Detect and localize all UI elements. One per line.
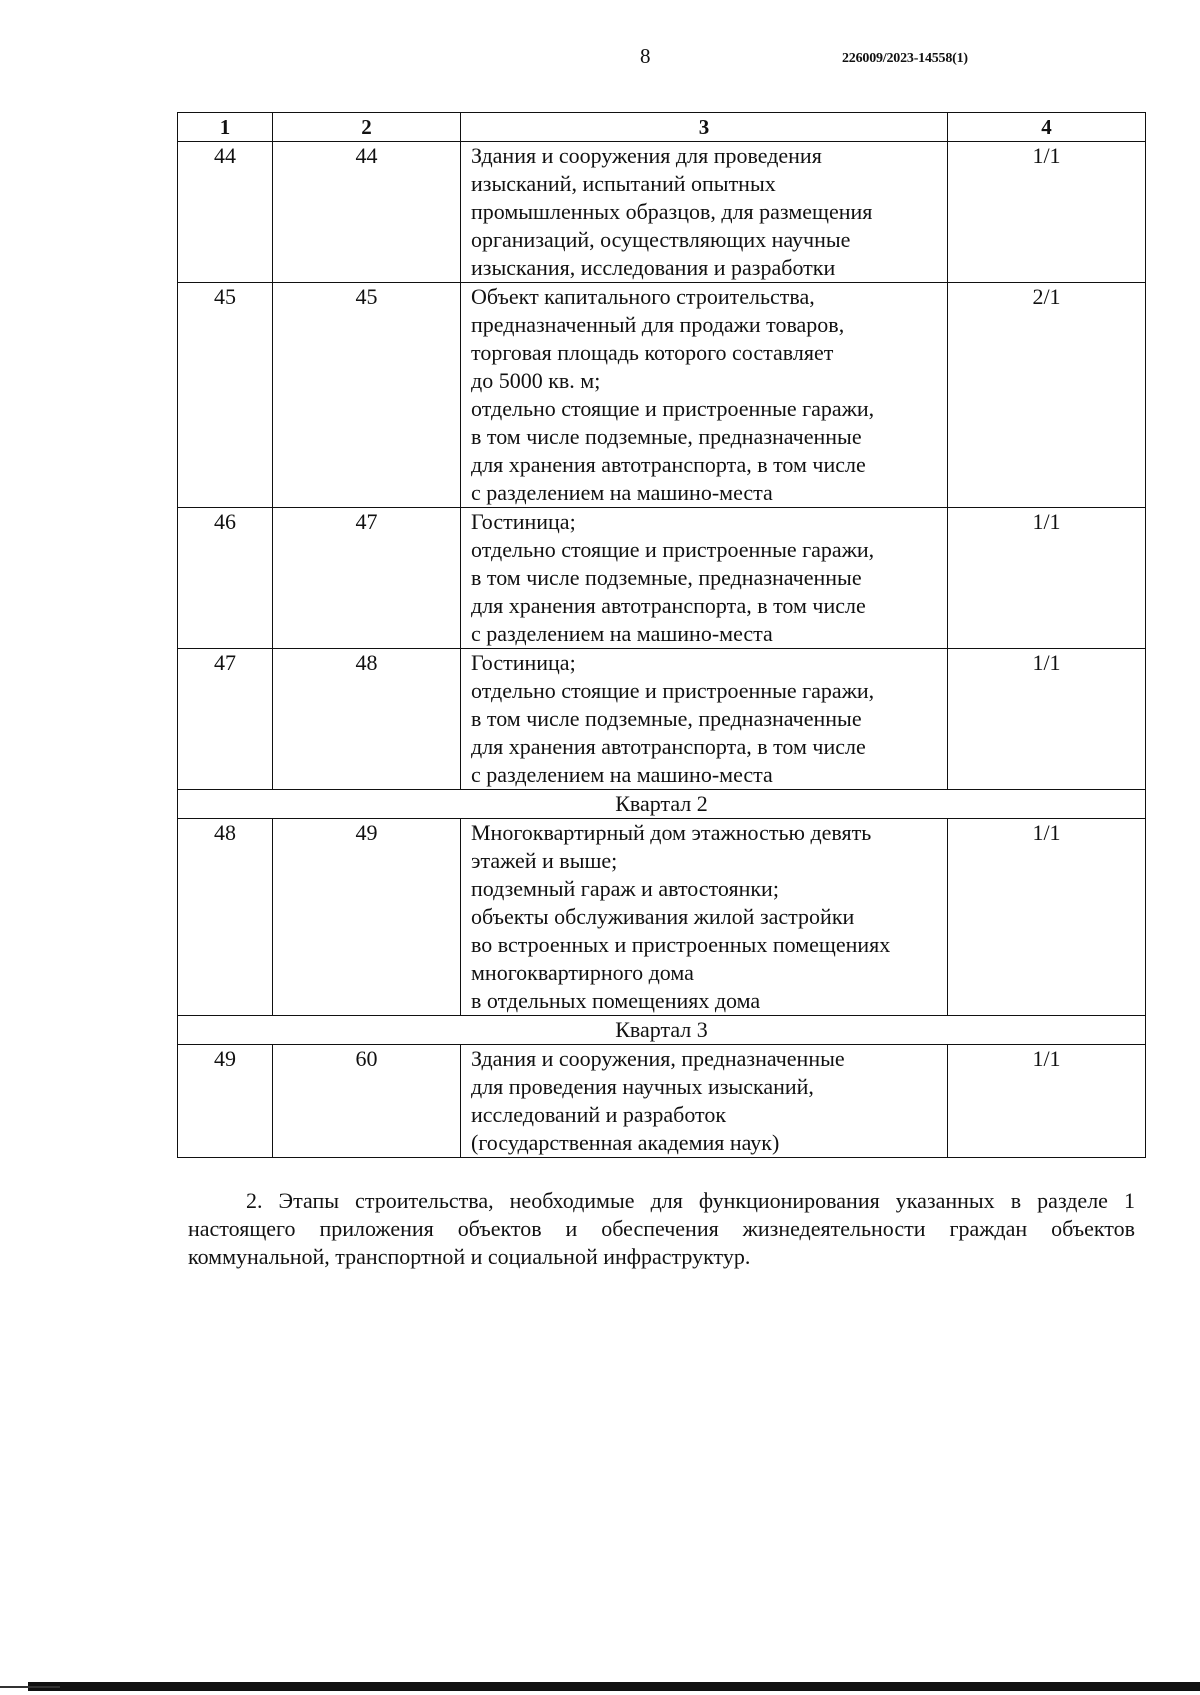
table-row — [178, 283, 1146, 508]
description-line: в том числе подземные, предназначенные — [471, 424, 862, 449]
description-line: организаций, осуществляющих научные — [471, 227, 851, 252]
description-line: исследований и разработок — [471, 1102, 727, 1127]
description-line: в том числе подземные, предназначенные — [471, 565, 862, 590]
row-number-cell: 45 — [178, 283, 273, 508]
table-row — [178, 649, 1146, 790]
section-row — [178, 1016, 1146, 1045]
description-line: для хранения автотранспорта, в том числе — [471, 734, 866, 759]
description-line: в том числе подземные, предназначенные — [471, 706, 862, 731]
table-header-row — [178, 113, 1146, 142]
description-line: для хранения автотранспорта, в том числе — [471, 452, 866, 477]
description-cell — [461, 1045, 948, 1158]
description-line: Здания и сооружения для проведения — [471, 143, 822, 168]
description-line: отдельно стоящие и пристроенные гаражи, — [471, 678, 875, 703]
description-line: (государственная академия наук) — [471, 1130, 780, 1155]
row-number-cell: 48 — [178, 819, 273, 1016]
description-cell — [461, 142, 948, 283]
description-line: с разделением на машино-места — [471, 480, 773, 505]
row-number-cell: 44 — [178, 142, 273, 283]
row-number-cell: 46 — [178, 508, 273, 649]
column-header: 3 — [461, 113, 948, 142]
description-line: с разделением на машино-места — [471, 762, 773, 787]
description-line: для хранения автотранспорта, в том числе — [471, 593, 866, 618]
stage-cell: 1/1 — [948, 1045, 1146, 1158]
description-line: объекты обслуживания жилой застройки — [471, 904, 855, 929]
description-line: изыскания, исследования и разработки — [471, 255, 836, 280]
description-line: до 5000 кв. м; — [471, 368, 601, 393]
description-line: Здания и сооружения, предназначенные — [471, 1046, 845, 1071]
stage-cell: 1/1 — [948, 649, 1146, 790]
stage-cell: 2/1 — [948, 283, 1146, 508]
description-line: подземный гараж и автостоянки; — [471, 876, 779, 901]
page-number: 8 — [640, 44, 651, 68]
description-line: для проведения научных изысканий, — [471, 1074, 814, 1099]
scan-edge-bar — [28, 1682, 1200, 1691]
description-line: Гостиница; — [471, 650, 576, 675]
description-cell — [461, 508, 948, 649]
stage-cell: 1/1 — [948, 819, 1146, 1016]
row-number-cell: 47 — [178, 649, 273, 790]
column-header: 4 — [948, 113, 1146, 142]
table-row — [178, 508, 1146, 649]
section-label: Квартал 2 — [178, 790, 1146, 819]
description-line: с разделением на машино-места — [471, 621, 773, 646]
objects-table — [177, 112, 1146, 1158]
stage-cell: 1/1 — [948, 508, 1146, 649]
description-line: торговая площадь которого составляет — [471, 340, 834, 365]
description-line: Объект капитального строительства, — [471, 284, 815, 309]
table-row — [178, 1045, 1146, 1158]
plot-number-cell: 49 — [273, 819, 461, 1016]
plot-number-cell: 60 — [273, 1045, 461, 1158]
description-line: во встроенных и пристроенных помещениях — [471, 932, 891, 957]
description-line: в отдельных помещениях дома — [471, 988, 761, 1013]
plot-number-cell: 45 — [273, 283, 461, 508]
scan-edge-mark — [0, 1686, 60, 1688]
plot-number-cell: 47 — [273, 508, 461, 649]
description-line: отдельно стоящие и пристроенные гаражи, — [471, 396, 875, 421]
plot-number-cell: 48 — [273, 649, 461, 790]
objects-table-container — [177, 112, 1145, 1158]
table-row — [178, 819, 1146, 1016]
table-row — [178, 142, 1146, 283]
description-line: изысканий, испытаний опытных — [471, 171, 776, 196]
description-line: этажей и выше; — [471, 848, 618, 873]
description-cell — [461, 819, 948, 1016]
description-line: предназначенный для продажи товаров, — [471, 312, 845, 337]
description-cell — [461, 649, 948, 790]
description-cell — [461, 283, 948, 508]
description-line: многоквартирного дома — [471, 960, 694, 985]
description-line: Гостиница; — [471, 509, 576, 534]
column-header: 2 — [273, 113, 461, 142]
stage-cell: 1/1 — [948, 142, 1146, 283]
description-line: промышленных образцов, для размещения — [471, 199, 873, 224]
plot-number-cell: 44 — [273, 142, 461, 283]
description-line: отдельно стоящие и пристроенные гаражи, — [471, 537, 875, 562]
row-number-cell: 49 — [178, 1045, 273, 1158]
table-body — [178, 142, 1146, 1158]
column-header: 1 — [178, 113, 273, 142]
section-label: Квартал 3 — [178, 1016, 1146, 1045]
description-line: Многоквартирный дом этажностью девять — [471, 820, 872, 845]
document-number: 226009/2023-14558(1) — [842, 51, 968, 66]
stages-paragraph: 2. Этапы строительства, необходимые для функционирования указанных в разделе 1 настоящего приложения объектов и обеспечения жизнедеятельности граждан объектов коммунальной, транспортной и социальной инфраструктур. — [188, 1188, 1135, 1269]
section-row — [178, 790, 1146, 819]
